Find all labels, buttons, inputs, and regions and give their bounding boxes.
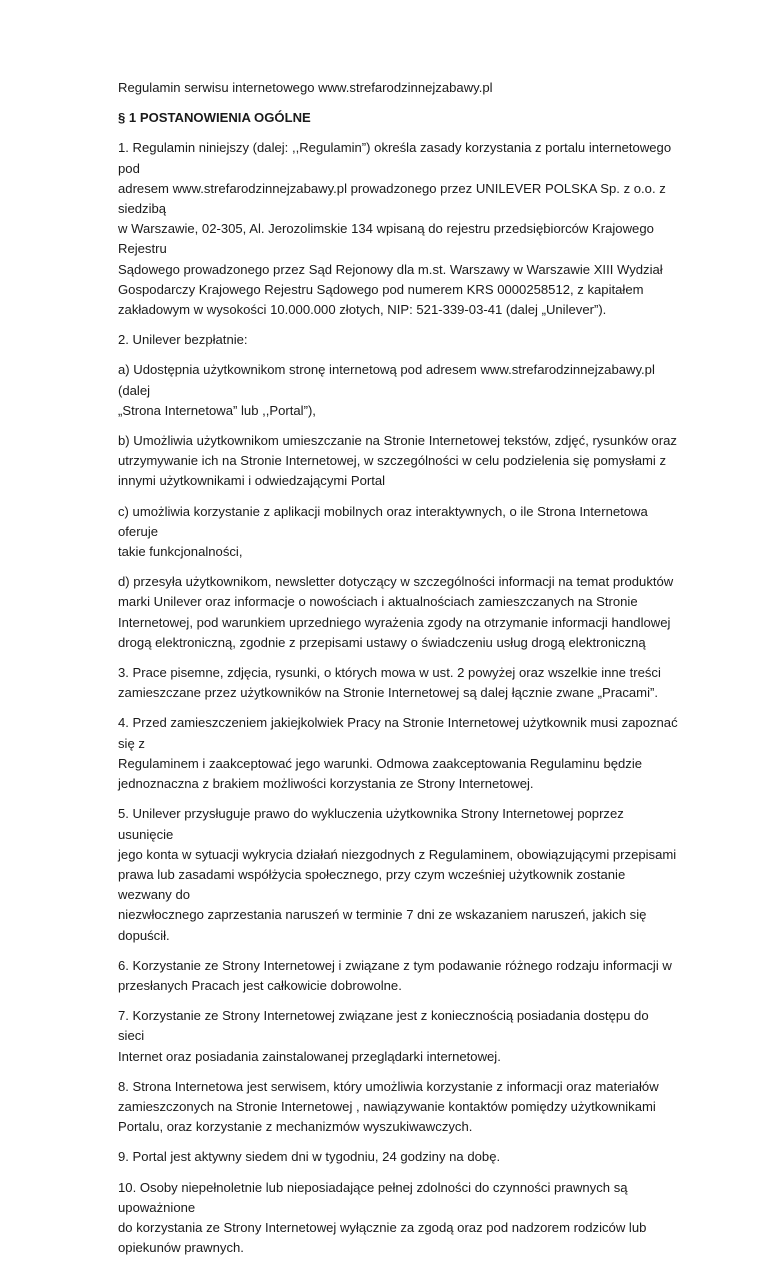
paragraph-2a: a) Udostępnia użytkownikom stronę internetową pod adresem www.strefarodzinnejzabawy.pl (dalej „Strona Internetowa” lub ,,Portal”),: [118, 362, 655, 418]
paragraph-8: 8. Strona Internetowa jest serwisem, który umożliwia korzystanie z informacji oraz materiałów zamieszczonych na Stronie Internetowej , nawiązywanie kontaktów pomiędzy użytkownikami Portalu, oraz korzystanie z mechanizmów wyszukiwawczych.: [118, 1078, 659, 1135]
paragraph-2c: c) umożliwia korzystanie z aplikacji mobilnych oraz interaktywnych, o ile Strona Internetowa oferuje takie funkcjonalności,: [118, 503, 648, 560]
paragraph-1: 1. Regulamin niniejszy (dalej: ,,Regulamin”) określa zasady korzystania z portalu internetowego pod adresem www.strefarodzinnejzabawy.pl prowadzonego przez UNILEVER POLSKA Sp. z o.o. z siedzibą w Warszawie, 02-305, Al. Jerozolimskie 134 wpisaną do rejestru przedsiębiorców Krajowego Rejestru Sądowego prowadzonego przez Sąd Rejonowy dla m.st. Warszawy w Warszawie XIII Wydział Gospodarczy Krajowego Rejestru Sądowego pod numerem KRS 0000258512, z kapitałem zakładowym w wysokości 10.000.000 złotych, NIP: 521-339-03-41 (dalej „Unilever”).: [118, 140, 672, 318]
paragraph-2: 2. Unilever bezpłatnie:: [118, 332, 248, 348]
paragraph-10: 10. Osoby niepełnoletnie lub nieposiadające pełnej zdolności do czynności prawnych są upoważnione do korzystania ze Strony Internetowej wyłącznie za zgodą oraz pod nadzorem rodziców lub opiekunów prawnych.: [118, 1179, 647, 1256]
paragraph-2d: d) przesyła użytkownikom, newsletter dotyczący w szczególności informacji na temat produktów marki Unilever oraz informacje o nowościach i aktualnościach zamieszczanych na Stronie Internetowej, pod warunkiem uprzedniego wyrażenia zgody na otrzymanie informacji handlowej drogą elektroniczną, zgodnie z przepisami ustawy o świadczeniu usług drogą elektroniczną: [118, 574, 674, 650]
document-page: [118, 78, 678, 1268]
paragraph-5: 5. Unilever przysługuje prawo do wykluczenia użytkownika Strony Internetowej poprzez usunięcie jego konta w sytuacji wykrycia działań niezgodnych z Regulaminem, obowiązującymi przepisami prawa lub zasadami współżycia społecznego, przy czym wcześniej użytkownik zostanie wezwany do niezwłocznego zaprzestania naruszeń w terminie 7 dni ze wskazaniem naruszeń, jakich się dopuścił.: [118, 806, 677, 943]
paragraph-3: 3. Prace pisemne, zdjęcia, rysunki, o których mowa w ust. 2 powyżej oraz wszelkie inne treści zamieszczane przez użytkowników na Stronie Internetowej są dalej łącznie zwane „Pracami”.: [118, 665, 661, 701]
paragraph-7: 7. Korzystanie ze Strony Internetowej związane jest z koniecznością posiadania dostępu do sieci Internet oraz posiadania zainstalowanej przeglądarki internetowej.: [118, 1008, 649, 1064]
paragraph-9: 9. Portal jest aktywny siedem dni w tygodniu, 24 godziny na dobę.: [118, 1149, 501, 1165]
paragraph-2b: b) Umożliwia użytkownikom umieszczanie na Stronie Internetowej tekstów, zdjęć, rysunków oraz utrzymywanie ich na Stronie Internetowej, w szczególności w celu podzielenia się pomysłami z innymi użytkownikami i odwiedzającymi Portal: [118, 433, 677, 489]
paragraph-4: 4. Przed zamieszczeniem jakiejkolwiek Pracy na Stronie Internetowej użytkownik musi zapoznać się z Regulaminem i zaakceptować jego warunki. Odmowa zaakceptowania Regulaminu będzie jednoznaczna z brakiem możliwości korzystania ze Strony Internetowej.: [118, 715, 678, 792]
document-title: Regulamin serwisu internetowego www.strefarodzinnejzabawy.pl: [118, 80, 493, 95]
paragraph-6: 6. Korzystanie ze Strony Internetowej i związane z tym podawanie różnego rodzaju informacji w przesłanych Pracach jest całkowicie dobrowolne.: [118, 957, 672, 993]
section-heading: § 1 POSTANOWIENIA OGÓLNE: [118, 110, 311, 126]
